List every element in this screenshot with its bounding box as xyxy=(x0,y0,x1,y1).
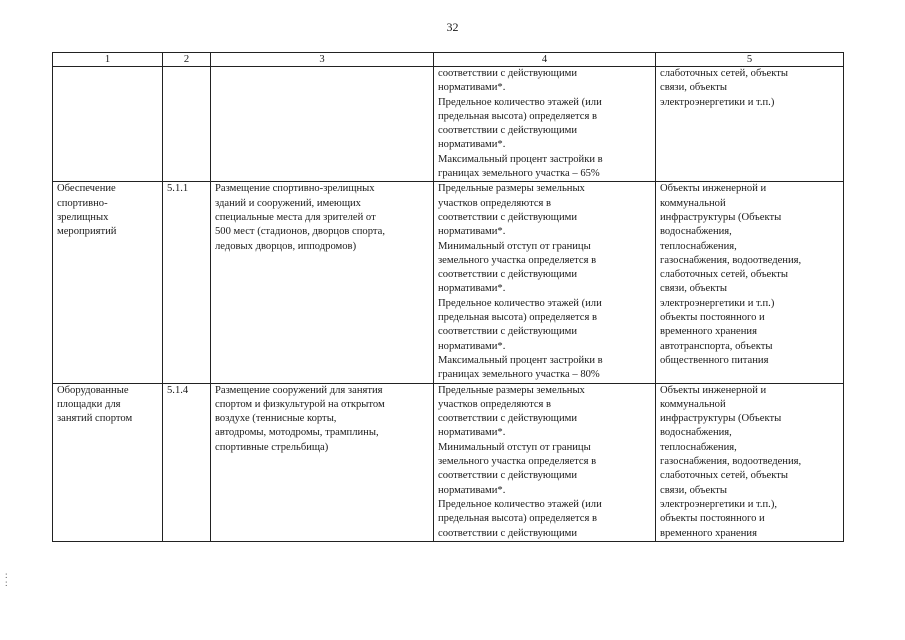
text-line: 5.1.4 xyxy=(167,384,189,396)
text-line: соответствии с действующими xyxy=(438,211,578,223)
text-line: Максимальный процент застройки в xyxy=(438,153,603,165)
text-line: слаботочных сетей, объекты xyxy=(660,269,788,281)
text-line: объекты постоянного и xyxy=(660,513,765,525)
text-line: участков определяются в xyxy=(438,398,552,410)
text-line: теплоснабжения, xyxy=(660,240,737,252)
text-line: земельного участка определяется в xyxy=(438,456,597,468)
text-line: электроэнергетики и т.п.) xyxy=(660,297,775,309)
text-line: Минимальный отступ от границы xyxy=(438,240,591,252)
text-line: 500 мест (стадионов, дворцов спорта, xyxy=(215,226,385,238)
use-description-cell xyxy=(211,67,434,182)
parameters-cell xyxy=(434,67,656,182)
text-line: автодромы, мотодромы, трамплины, xyxy=(215,427,379,439)
text-line: нормативами*. xyxy=(438,139,506,151)
auxiliary-uses-cell xyxy=(656,182,844,383)
text-line: слаботочных сетей, объекты xyxy=(660,68,788,79)
text-line: Размещение спортивно-зрелищных xyxy=(215,183,375,195)
text-line: специальные места для зрителей от xyxy=(215,211,376,223)
table-row xyxy=(53,182,844,383)
text-line: площадки для xyxy=(57,398,121,410)
use-name-cell xyxy=(53,383,163,541)
text-line: соответствии с действующими xyxy=(438,125,578,137)
text-line: слаботочных сетей, объекты xyxy=(660,470,788,482)
text-line: Максимальный процент застройки в xyxy=(438,354,603,366)
text-line: нормативами*. xyxy=(438,427,506,439)
text-line: предельная высота) определяется в xyxy=(438,110,598,122)
text-line: газоснабжения, водоотведения, xyxy=(660,456,802,468)
land-use-table xyxy=(52,52,844,542)
page-number: 32 xyxy=(446,20,459,34)
text-line: соответствии с действующими xyxy=(438,527,578,539)
text-line: соответствии с действующими xyxy=(438,269,578,281)
column-header: 2 xyxy=(163,53,211,67)
text-line: Предельное количество этажей (или xyxy=(438,498,602,510)
text-line: соответствии с действующими xyxy=(438,68,578,79)
margin-mark: : xyxy=(5,578,8,588)
auxiliary-uses-cell xyxy=(656,383,844,541)
use-code-cell xyxy=(163,67,211,182)
text-line: соответствии с действующими xyxy=(438,470,578,482)
text-line: временного хранения xyxy=(660,326,757,338)
text-line: нормативами*. xyxy=(438,484,506,496)
text-line: коммунальной xyxy=(660,197,726,209)
text-line: воздухе (теннисные корты, xyxy=(215,413,337,425)
text-line: теплоснабжения, xyxy=(660,441,737,453)
text-line: Объекты инженерной и xyxy=(660,183,767,195)
text-line: земельного участка определяется в xyxy=(438,254,597,266)
text-line: автотранспорта, объекты xyxy=(660,340,773,352)
text-line: предельная высота) определяется в xyxy=(438,513,598,525)
table-row xyxy=(53,383,844,541)
column-header: 1 xyxy=(53,53,163,67)
text-line: соответствии с действующими xyxy=(438,413,578,425)
text-line: связи, объекты xyxy=(660,484,727,496)
text-line: занятий спортом xyxy=(57,413,133,425)
text-line: Предельные размеры земельных xyxy=(438,384,585,396)
text-line: нормативами*. xyxy=(438,82,506,94)
text-line: Объекты инженерной и xyxy=(660,384,767,396)
text-line: временного хранения xyxy=(660,527,757,539)
use-code-cell xyxy=(163,182,211,383)
text-line: нормативами*. xyxy=(438,283,506,295)
margin-mark: : xyxy=(5,570,8,580)
column-header: 5 xyxy=(656,53,844,67)
text-line: ледовых дворцов, ипподромов) xyxy=(215,240,357,252)
auxiliary-uses-cell xyxy=(656,67,844,182)
text-line: нормативами*. xyxy=(438,340,506,352)
use-name-cell xyxy=(53,67,163,182)
text-line: водоснабжения, xyxy=(660,427,732,439)
text-line: объекты постоянного и xyxy=(660,312,765,324)
text-line: мероприятий xyxy=(57,226,117,238)
table-row xyxy=(53,67,844,182)
text-line: нормативами*. xyxy=(438,226,506,238)
text-line: Обеспечение xyxy=(57,183,116,195)
text-line: коммунальной xyxy=(660,398,726,410)
text-line: инфраструктуры (Объекты xyxy=(660,211,782,223)
text-line: электроэнергетики и т.п.), xyxy=(660,498,778,510)
text-line: водоснабжения, xyxy=(660,226,732,238)
text-line: Предельное количество этажей (или xyxy=(438,96,602,108)
text-line: электроэнергетики и т.п.) xyxy=(660,96,775,108)
column-header: 4 xyxy=(434,53,656,67)
parameters-cell xyxy=(434,383,656,541)
text-line: 5.1.1 xyxy=(167,183,189,195)
column-header: 3 xyxy=(211,53,434,67)
header-row xyxy=(53,53,844,67)
text-line: Минимальный отступ от границы xyxy=(438,441,591,453)
use-name-cell xyxy=(53,182,163,383)
parameters-cell xyxy=(434,182,656,383)
text-line: спортивные стрельбища) xyxy=(215,441,329,453)
text-line: границах земельного участка – 65% xyxy=(438,168,600,180)
text-line: Размещение сооружений для занятия xyxy=(215,384,383,396)
use-code-cell xyxy=(163,383,211,541)
text-line: общественного питания xyxy=(660,354,769,366)
text-line: Оборудованные xyxy=(57,384,129,396)
text-line: участков определяются в xyxy=(438,197,552,209)
text-line: связи, объекты xyxy=(660,283,727,295)
text-line: Предельное количество этажей (или xyxy=(438,297,602,309)
text-line: предельная высота) определяется в xyxy=(438,312,598,324)
use-description-cell xyxy=(211,383,434,541)
text-line: газоснабжения, водоотведения, xyxy=(660,254,802,266)
text-line: границах земельного участка – 80% xyxy=(438,369,600,381)
text-line: зрелищных xyxy=(57,211,109,223)
text-line: спортом и физкультурой на открытом xyxy=(215,398,385,410)
text-line: связи, объекты xyxy=(660,82,727,94)
text-line: Предельные размеры земельных xyxy=(438,183,585,195)
text-line: инфраструктуры (Объекты xyxy=(660,413,782,425)
text-line: спортивно- xyxy=(57,197,108,209)
text-line: соответствии с действующими xyxy=(438,326,578,338)
text-line: зданий и сооружений, имеющих xyxy=(215,197,361,209)
use-description-cell xyxy=(211,182,434,383)
